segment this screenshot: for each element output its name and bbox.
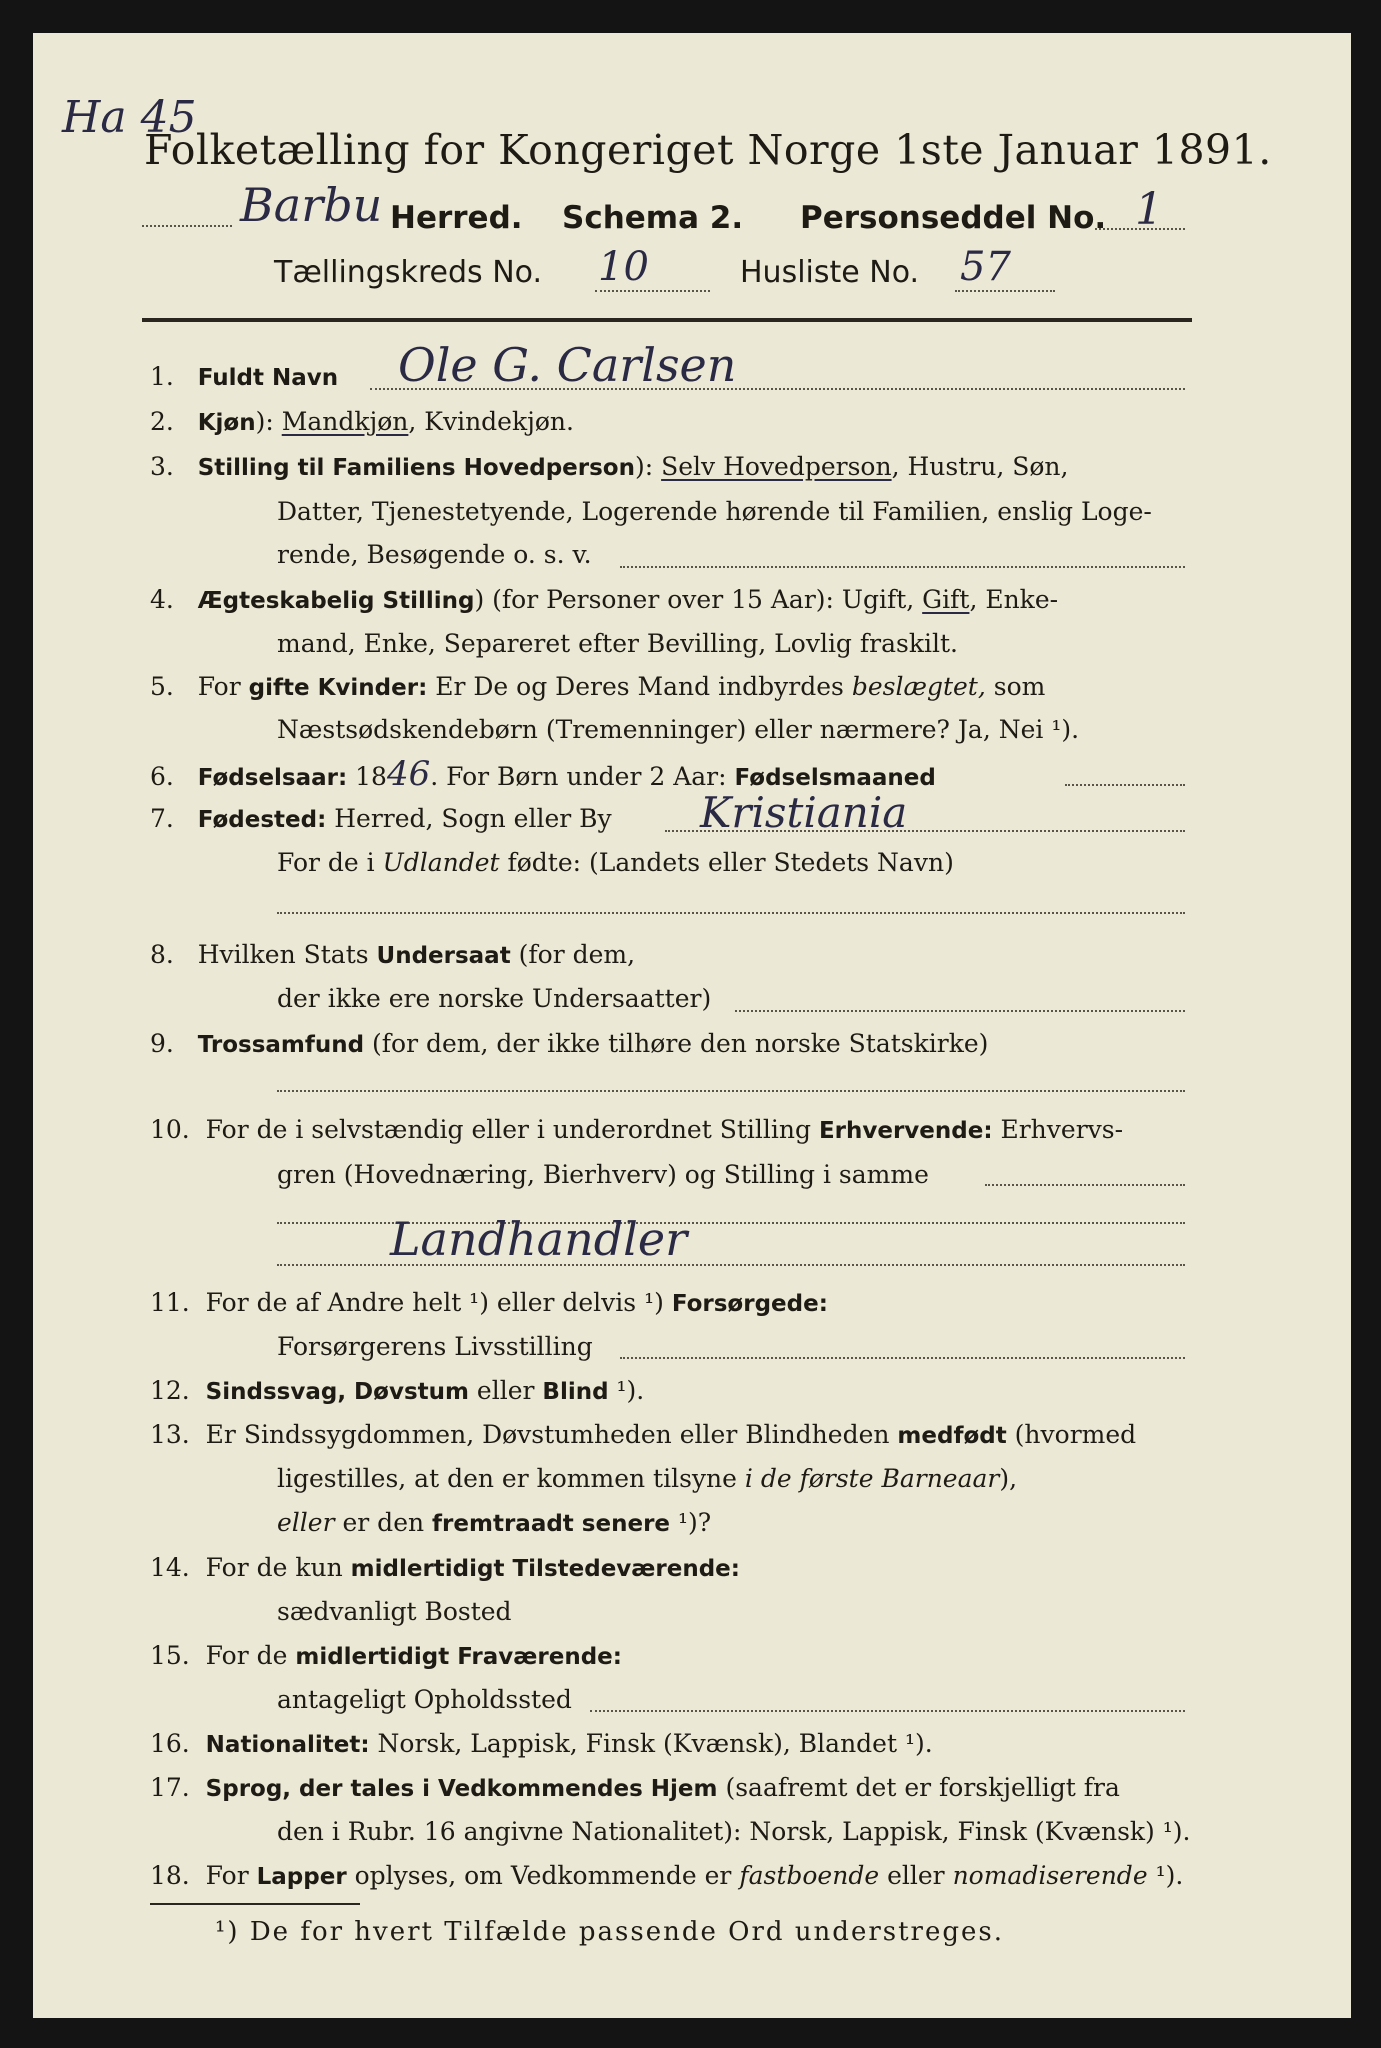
footnote: ¹) De for hvert Tilfælde passende Ord understreges. (215, 1917, 1005, 1947)
occupation-value: Landhandler (390, 1212, 688, 1266)
page-title: Folketælling for Kongeriget Norge 1ste Januar 1891. (144, 126, 1272, 174)
question-1: 1. Fuldt Navn (150, 362, 339, 391)
question-3: 3. Stilling til Familiens Hovedperson): Selv Hovedperson, Hustru, Søn, (150, 452, 1069, 481)
dotted-line (1065, 784, 1185, 786)
personseddel-value: 1 (1135, 184, 1163, 235)
question-4: 4. Ægteskabelig Stilling) (for Personer over 15 Aar): Ugift, Gift, Enke- (150, 585, 1059, 614)
question-5: 5. For gifte Kvinder: Er De og Deres Mand indbyrdes beslægtet, som (150, 672, 1046, 701)
question-3-line2: Datter, Tjenestetyende, Logerende hørende til Familien, enslig Loge- (277, 497, 1152, 526)
schema-label: Schema 2. (562, 200, 744, 236)
question-2: 2. Kjøn): Mandkjøn, Kvindekjøn. (150, 407, 574, 436)
question-16: 16. Nationalitet: Norsk, Lappisk, Finsk (Kvænsk), Blandet ¹). (150, 1729, 933, 1758)
dotted-line (590, 1710, 1185, 1712)
question-13-line2: ligestilles, at den er kommen tilsyne i de første Barneaar), (277, 1464, 1018, 1493)
dotted-line (277, 912, 1185, 914)
question-10-line2: gren (Hovednæring, Bierhverv) og Stilling i samme (277, 1160, 929, 1189)
kreds-label: Tællingskreds No. (274, 255, 542, 290)
question-10: 10. For de i selvstændig eller i underordnet Stilling Erhvervende: Erhvervs- (150, 1115, 1124, 1144)
dotted-line (955, 290, 1055, 292)
full-name-value: Ole G. Carlsen (398, 338, 737, 392)
dotted-line (1095, 228, 1185, 230)
question-15: 15. For de midlertidigt Fraværende: (150, 1641, 622, 1670)
question-14: 14. For de kun midlertidigt Tilstedeværende: (150, 1553, 740, 1582)
kreds-value: 10 (598, 244, 649, 290)
footnote-rule (150, 1903, 360, 1905)
question-7-line2: For de i Udlandet fødte: (Landets eller Stedets Navn) (277, 848, 954, 877)
question-14-line2: sædvanligt Bosted (277, 1597, 512, 1626)
question-13-line3: eller er den fremtraadt senere ¹)? (277, 1508, 712, 1537)
husliste-value: 57 (960, 244, 1011, 290)
husliste-label: Husliste No. (740, 255, 920, 290)
header-rule (142, 318, 1192, 322)
question-11: 11. For de af Andre helt ¹) eller delvis ¹) Forsørgede: (150, 1288, 828, 1317)
question-7: 7. Fødested: Herred, Sogn eller By (150, 804, 612, 833)
margin-note: Ha 45 (62, 92, 197, 143)
question-5-line2: Næstsødskendebørn (Tremenninger) eller nærmere? Ja, Nei ¹). (277, 715, 1080, 744)
question-17: 17. Sprog, der tales i Vedkommendes Hjem (saafremt det er forskjelligt fra (150, 1773, 1120, 1802)
question-12: 12. Sindssvag, Døvstum eller Blind ¹). (150, 1376, 645, 1405)
personseddel-label: Personseddel No. (800, 200, 1107, 236)
question-8: 8. Hvilken Stats Undersaat (for dem, (150, 940, 636, 969)
question-15-line2: antageligt Opholdssted (277, 1685, 572, 1714)
question-6: 6. Fødselsaar: 1846. For Børn under 2 Aar: Fødselsmaaned (150, 754, 936, 794)
dotted-line (735, 1010, 1185, 1012)
dotted-line (277, 1090, 1185, 1092)
question-13: 13. Er Sindssygdommen, Døvstumheden eller Blindheden medfødt (hvormed (150, 1420, 1137, 1449)
question-4-line2: mand, Enke, Separeret efter Bevilling, Lovlig fraskilt. (277, 629, 958, 658)
dotted-line (277, 1264, 1185, 1266)
dotted-line (370, 388, 1185, 390)
dotted-line (142, 225, 232, 227)
question-18: 18. For Lapper oplyses, om Vedkommende er fastboende eller nomadiserende ¹). (150, 1861, 1184, 1890)
dotted-line (665, 830, 1185, 832)
birth-year-value: 46 (386, 754, 431, 794)
birthplace-value: Kristiania (700, 788, 908, 837)
dotted-line (620, 566, 1185, 568)
herred-label: Herred. (390, 200, 523, 236)
census-form-sheet (33, 33, 1351, 2018)
herred-value: Barbu (240, 178, 383, 232)
dotted-line (595, 290, 710, 292)
question-17-line2: den i Rubr. 16 angivne Nationalitet): Norsk, Lappisk, Finsk (Kvænsk) ¹). (277, 1817, 1191, 1846)
question-3-line3: rende, Besøgende o. s. v. (277, 540, 592, 569)
dotted-line (620, 1357, 1185, 1359)
dotted-line (985, 1184, 1185, 1186)
question-8-line2: der ikke ere norske Undersaatter) (277, 984, 712, 1013)
question-9: 9. Trossamfund (for dem, der ikke tilhøre den norske Statskirke) (150, 1029, 989, 1058)
question-11-line2: Forsørgerens Livsstilling (277, 1332, 593, 1361)
